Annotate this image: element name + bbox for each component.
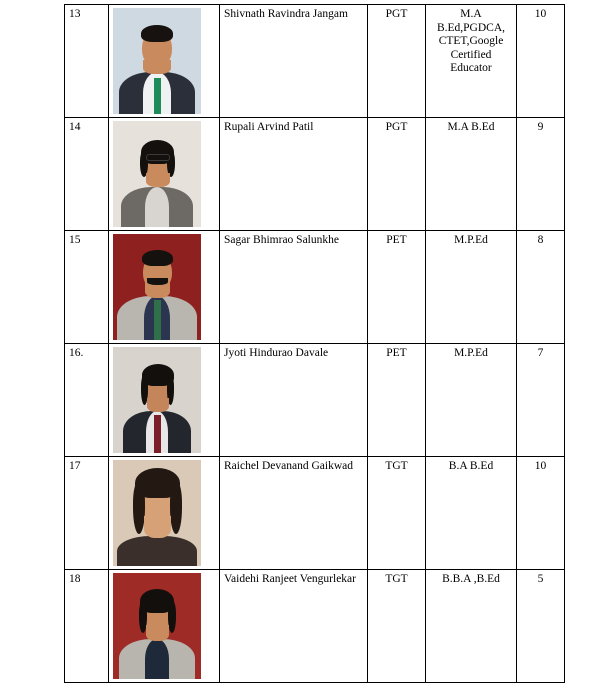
cell-designation: TGT	[368, 457, 426, 570]
portrait-photo-sagar	[113, 234, 201, 340]
cell-designation: PGT	[368, 118, 426, 231]
cell-designation: TGT	[368, 570, 426, 683]
portrait-photo-shivnath	[113, 8, 201, 114]
cell-name: Raichel Devanand Gaikwad	[220, 457, 368, 570]
portrait-photo-vaidehi	[113, 573, 201, 679]
cell-sr-no: 15	[65, 231, 109, 344]
cell-qualification: M.P.Ed	[426, 344, 517, 457]
cell-experience: 7	[517, 344, 565, 457]
portrait-photo-rupali	[113, 121, 201, 227]
cell-sr-no: 18	[65, 570, 109, 683]
cell-photo	[109, 344, 220, 457]
cell-designation: PET	[368, 231, 426, 344]
cell-sr-no: 14	[65, 118, 109, 231]
table-row	[65, 231, 565, 344]
portrait-photo-raichel	[113, 460, 201, 566]
cell-sr-no: 13	[65, 5, 109, 118]
cell-sr-no: 17	[65, 457, 109, 570]
table-row	[65, 5, 565, 118]
cell-photo	[109, 570, 220, 683]
portrait-photo-jyoti	[113, 347, 201, 453]
staff-details-table	[64, 4, 565, 683]
cell-qualification: M.P.Ed	[426, 231, 517, 344]
cell-experience: 10	[517, 457, 565, 570]
cell-photo	[109, 231, 220, 344]
cell-qualification: B.A B.Ed	[426, 457, 517, 570]
cell-experience: 5	[517, 570, 565, 683]
cell-name: Sagar Bhimrao Salunkhe	[220, 231, 368, 344]
table-row	[65, 570, 565, 683]
cell-name: Shivnath Ravindra Jangam	[220, 5, 368, 118]
cell-qualification: M.A B.Ed	[426, 118, 517, 231]
cell-photo	[109, 118, 220, 231]
cell-name: Rupali Arvind Patil	[220, 118, 368, 231]
cell-photo	[109, 457, 220, 570]
cell-qualification: M.A B.Ed,PGDCA, CTET,Google Certified Educator	[426, 5, 517, 118]
table-row	[65, 118, 565, 231]
cell-designation: PET	[368, 344, 426, 457]
cell-name: Vaidehi Ranjeet Vengurlekar	[220, 570, 368, 683]
cell-experience: 10	[517, 5, 565, 118]
cell-sr-no: 16.	[65, 344, 109, 457]
cell-experience: 9	[517, 118, 565, 231]
table-row	[65, 344, 565, 457]
cell-qualification: B.B.A ,B.Ed	[426, 570, 517, 683]
cell-designation: PGT	[368, 5, 426, 118]
cell-name: Jyoti Hindurao Davale	[220, 344, 368, 457]
table-row	[65, 457, 565, 570]
cell-experience: 8	[517, 231, 565, 344]
cell-photo	[109, 5, 220, 118]
